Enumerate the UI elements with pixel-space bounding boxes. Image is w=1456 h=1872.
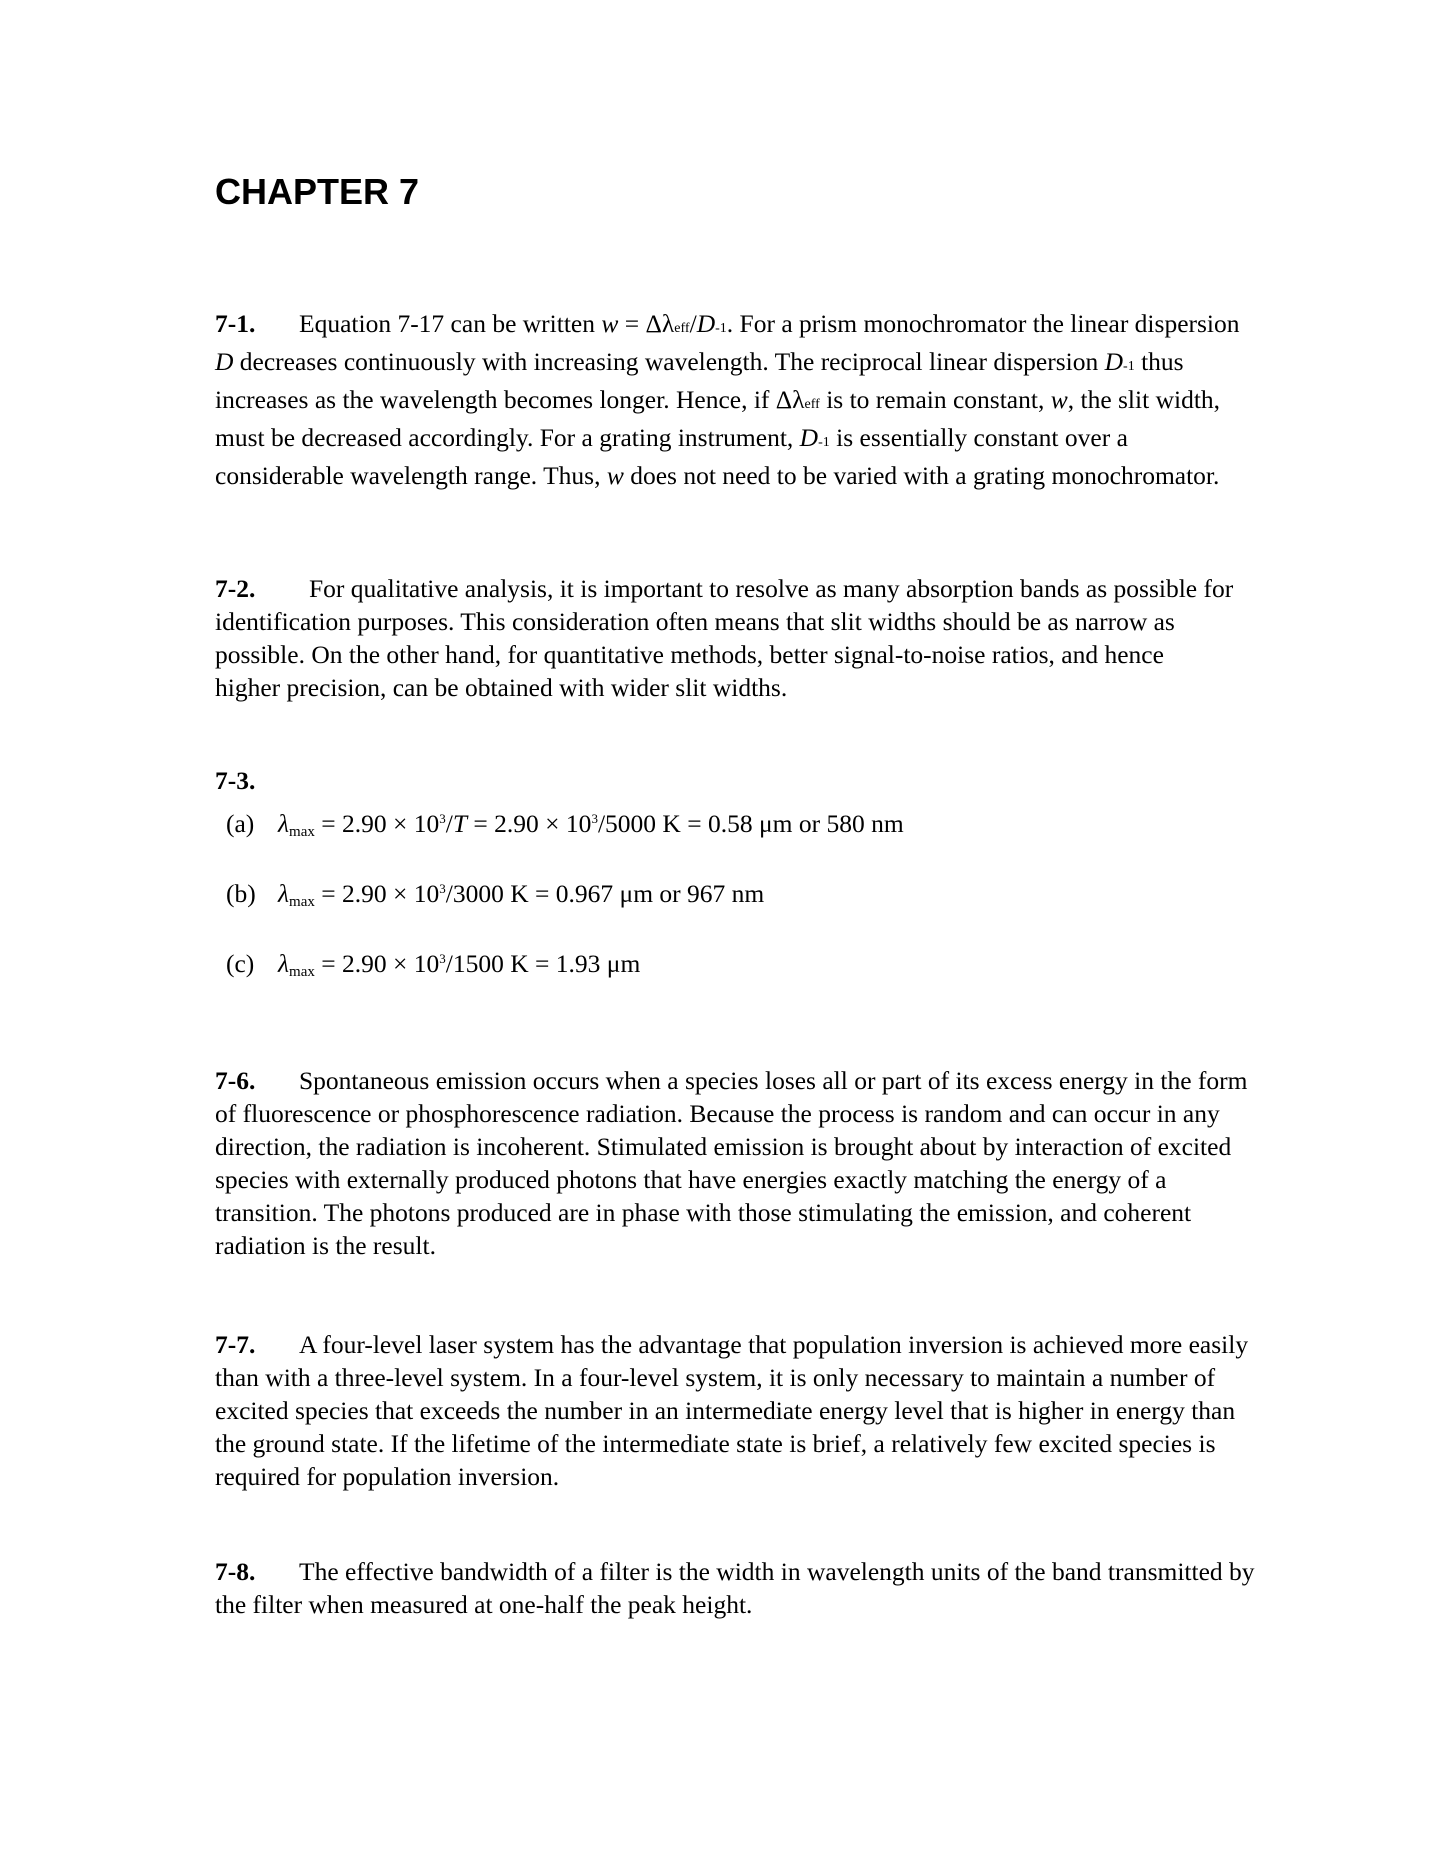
lambda-symbol: λ xyxy=(278,879,290,908)
lambda-subscript: max xyxy=(289,964,315,980)
problem-number: 7-6. xyxy=(215,1066,256,1095)
equation-text: /3000 K = 0.967 μm or 967 nm xyxy=(445,879,765,908)
problem-number: 7-1. xyxy=(215,309,256,338)
lambda-symbol: λ xyxy=(278,949,290,978)
equation-c xyxy=(226,948,640,980)
problem-text: thus increases as the wavelength becomes longer. Hence, if Δλ xyxy=(215,347,1184,414)
problem-text: D xyxy=(696,309,716,338)
equation-text: T xyxy=(452,809,468,838)
lambda-subscript: max xyxy=(289,824,315,840)
problem-text: D xyxy=(1104,347,1124,376)
problem-text: -1 xyxy=(715,321,727,336)
problem-text: does not need to be varied with a grating monochromator. xyxy=(623,461,1220,490)
problem-number: 7-7. xyxy=(215,1330,256,1359)
problem-number: 7-2. xyxy=(215,574,256,603)
equation-text: = 2.90 × 10 xyxy=(467,809,592,838)
problem-text: For qualitative analysis, it is important to resolve as many absorption bands as possible for identification purposes. This consideration often means that slit widths should be as narrow as possible. On the other hand, for quantitative methods, better signal-to-noise ratios, and hence higher precision, can be obtained with wider slit widths. xyxy=(215,574,1234,702)
problem-text: The effective bandwidth of a filter is the width in wavelength units of the band transmitted by the filter when measured at one-half the peak height. xyxy=(215,1557,1255,1619)
equation-text: / xyxy=(445,809,453,838)
problem-text: -1 xyxy=(1123,359,1135,374)
equation-text: /5000 K = 0.58 μm or 580 nm xyxy=(597,809,904,838)
exponent: 3 xyxy=(439,881,446,896)
equation-label: (b) xyxy=(226,879,256,908)
problem-text: / xyxy=(689,309,697,338)
problem-text: -1 xyxy=(818,435,830,450)
equation-text: = 2.90 × 10 xyxy=(314,949,440,978)
problem-text: w xyxy=(606,461,624,490)
problem-text: Equation 7-17 can be written xyxy=(299,309,602,338)
problem-7-7 xyxy=(215,1328,1255,1493)
lambda-subscript: max xyxy=(289,894,315,910)
equation-label: (a) xyxy=(226,809,255,838)
problem-number: 7-8. xyxy=(215,1557,256,1586)
problem-text: w xyxy=(601,309,619,338)
equation-label: (c) xyxy=(226,949,255,978)
problem-7-2 xyxy=(215,572,1235,704)
problem-7-8 xyxy=(215,1555,1255,1621)
problem-text: = Δλ xyxy=(618,309,675,338)
equation-text: /1500 K = 1.93 μm xyxy=(445,949,641,978)
equation-b xyxy=(226,878,764,910)
lambda-symbol: λ xyxy=(278,809,290,838)
chapter-title: CHAPTER 7 xyxy=(215,171,420,212)
problem-text: is to remain constant, xyxy=(819,385,1051,414)
equation-a xyxy=(226,808,904,840)
problem-text: D xyxy=(215,347,234,376)
problem-number: 7-3. xyxy=(215,766,256,795)
exponent: 3 xyxy=(591,811,598,826)
problem-text: D xyxy=(799,423,819,452)
problem-text: . For a prism monochromator the linear dispersion xyxy=(726,309,1240,338)
problem-7-1 xyxy=(215,307,1255,492)
problem-text: decreases continuously with increasing wavelength. The reciprocal linear dispersion xyxy=(233,347,1105,376)
exponent: 3 xyxy=(439,951,446,966)
equation-text: = 2.90 × 10 xyxy=(314,809,440,838)
problem-text: is essentially constant over a considerable wavelength range. Thus, xyxy=(215,423,1128,490)
problem-text: w xyxy=(1050,385,1068,414)
exponent: 3 xyxy=(439,811,446,826)
problem-text: eff xyxy=(674,321,690,336)
problem-text: eff xyxy=(804,397,820,412)
problem-text: A four-level laser system has the advantage that population inversion is achieved more easily than with a three-level system. In a four-level system, it is only necessary to maintain a number of excited species that exceeds the number in an intermediate energy level that is higher in energy than the ground state. If the lifetime of the intermediate state is brief, a relatively few excited species is required for population inversion. xyxy=(215,1330,1249,1491)
problem-text: Spontaneous emission occurs when a species loses all or part of its excess energy in the form of fluorescence or phosphorescence radiation. Because the process is random and can occur in any direction, the radiation is incoherent. Stimulated emission is brought about by interaction of excited species with externally produced photons that have energies exactly matching the energy of a transition. The photons produced are in phase with those stimulating the emission, and coherent radiation is the result. xyxy=(215,1066,1248,1260)
equation-text: = 2.90 × 10 xyxy=(314,879,440,908)
problem-text: , the slit width, must be decreased accordingly. For a grating instrument, xyxy=(215,385,1221,452)
problem-7-6 xyxy=(215,1064,1255,1262)
